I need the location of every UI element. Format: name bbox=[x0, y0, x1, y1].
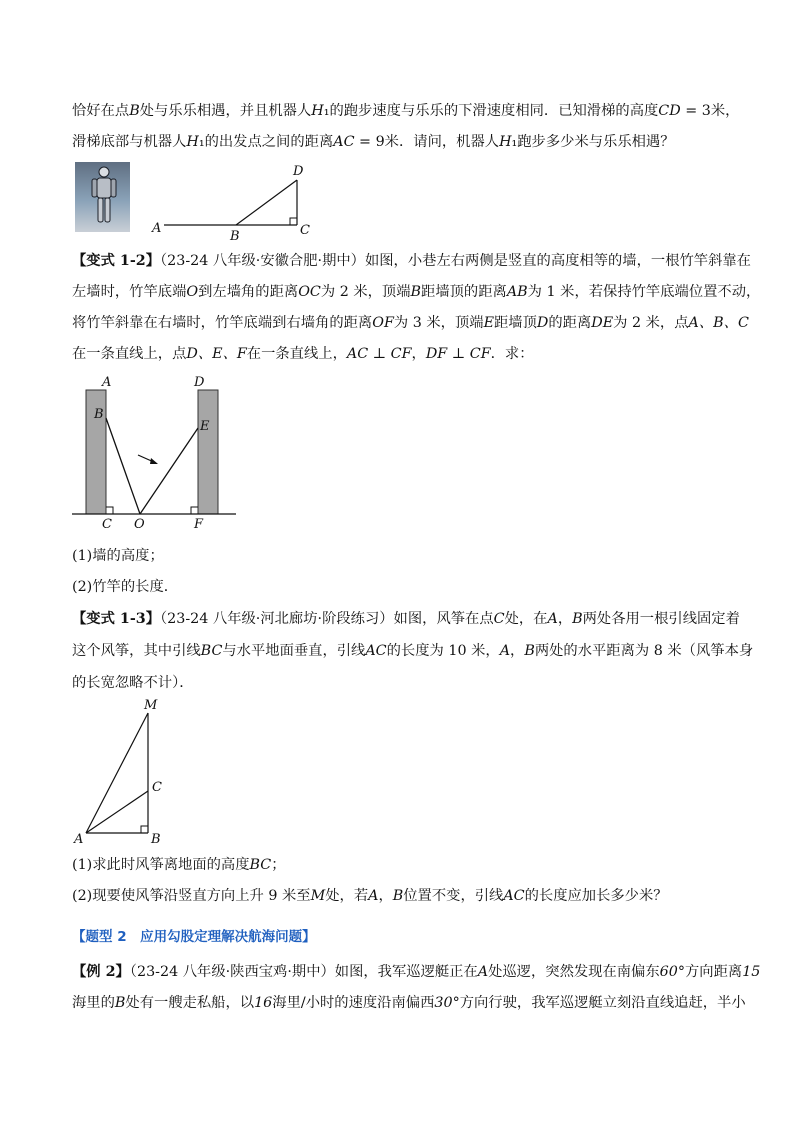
subscript: ₁ bbox=[323, 103, 330, 119]
label-c: C bbox=[102, 517, 112, 532]
var: D bbox=[536, 315, 549, 331]
label-b: B bbox=[94, 407, 104, 422]
var: B bbox=[392, 888, 404, 904]
variant-tag: 【变式 1-3】 bbox=[72, 611, 160, 627]
var: A、B、C bbox=[688, 315, 749, 331]
var-h: H bbox=[311, 103, 324, 119]
right-wall bbox=[198, 390, 218, 514]
pole-right bbox=[140, 428, 198, 514]
label-d: D bbox=[293, 164, 304, 179]
text: ．求： bbox=[490, 346, 534, 362]
label-m: M bbox=[144, 698, 158, 713]
variant-1-2-line-1 bbox=[72, 251, 751, 271]
text: 方向行驶，我军巡逻艇立刻沿直线追赶，半小 bbox=[459, 995, 746, 1011]
text: 距墙顶的距离 bbox=[421, 284, 507, 300]
problem-line-1 bbox=[72, 101, 740, 121]
text: (1)求此时风筝离地面的高度 bbox=[72, 857, 250, 873]
label-d: D bbox=[194, 375, 205, 390]
text: 这个风筝，其中引线 bbox=[72, 643, 201, 659]
right-angle-mark bbox=[141, 826, 148, 833]
var-h: H bbox=[186, 134, 199, 150]
var: A bbox=[499, 643, 511, 659]
text: = 3米， bbox=[680, 103, 740, 119]
text: 的跑步速度与乐乐的下滑速度相同．已知滑梯的高度 bbox=[329, 103, 659, 119]
var-cd: CD bbox=[658, 103, 681, 119]
text: = 9米．请问，机器人 bbox=[354, 134, 500, 150]
label-c: C bbox=[300, 223, 310, 238]
kite-diagram bbox=[68, 697, 188, 847]
text: 的距离 bbox=[548, 315, 592, 331]
var: AB bbox=[506, 284, 528, 300]
text: 跑步多少米与乐乐相遇？ bbox=[517, 134, 675, 150]
var: AC ⊥ CF bbox=[346, 346, 412, 362]
text: 处与乐乐相遇，并且机器人 bbox=[139, 103, 312, 119]
text: 处，在 bbox=[504, 611, 548, 627]
var: OC bbox=[298, 284, 321, 300]
var: B bbox=[410, 284, 422, 300]
var: A bbox=[368, 888, 379, 904]
text: 将竹竿斜靠在右墙时，竹竿底端到右墙角的距离 bbox=[72, 315, 373, 331]
text: 处有一艘走私船，以 bbox=[125, 995, 255, 1011]
var: A bbox=[547, 611, 558, 627]
line-bd bbox=[236, 180, 297, 225]
text: 的长度为 10 米， bbox=[386, 643, 500, 659]
variant-1-2-line-2 bbox=[72, 282, 761, 302]
label-a: A bbox=[152, 221, 162, 236]
text: 为 3 米，顶端 bbox=[393, 315, 484, 331]
var: DF ⊥ CF bbox=[425, 346, 491, 362]
problem-line-2 bbox=[72, 132, 732, 152]
text: 位置不变，引线 bbox=[403, 888, 504, 904]
right-angle-mark bbox=[290, 218, 297, 225]
text: 的长度应加长多少米？ bbox=[524, 888, 668, 904]
text: 到左墙角的距离 bbox=[198, 284, 299, 300]
text: ， bbox=[378, 888, 393, 904]
label-o: O bbox=[134, 517, 145, 532]
text: ， bbox=[557, 611, 573, 627]
text: 处巡逻，突然发现在南偏东 bbox=[488, 964, 660, 980]
pole-left bbox=[106, 418, 140, 514]
text: ； bbox=[271, 857, 286, 873]
var: C bbox=[493, 611, 505, 627]
text: 恰好在点 bbox=[72, 103, 130, 119]
var: AC bbox=[503, 888, 525, 904]
text: 为 2 米，顶端 bbox=[320, 284, 411, 300]
var: D、E、F bbox=[186, 346, 247, 362]
variant-1-2-question-2: (2)竹竿的长度． bbox=[72, 579, 179, 595]
var: B bbox=[524, 643, 535, 659]
text: 两处各用一根引线固定着 bbox=[582, 611, 740, 627]
text: 为 2 米，点 bbox=[613, 315, 689, 331]
variant-1-3-line-1 bbox=[72, 609, 740, 629]
var: 15 bbox=[742, 964, 761, 980]
slide-diagram bbox=[140, 160, 340, 245]
text: 两处的水平距离为 8 米（风筝本身 bbox=[534, 643, 754, 659]
label-f: F bbox=[194, 517, 204, 532]
text: 距墙顶 bbox=[494, 315, 537, 331]
alley-diagram bbox=[72, 370, 252, 530]
var: OF bbox=[372, 315, 394, 331]
var-b: B bbox=[129, 103, 140, 119]
arrow-head-icon bbox=[150, 458, 158, 464]
variant-1-2-line-3 bbox=[72, 313, 749, 333]
example-tag: 【例 2】 bbox=[72, 964, 130, 980]
variant-1-2-line-4 bbox=[72, 344, 732, 364]
var-ac: AC bbox=[333, 134, 355, 150]
example-2-line-1 bbox=[72, 962, 761, 982]
var: A bbox=[477, 964, 489, 980]
label-a: A bbox=[102, 375, 112, 390]
variant-1-3-line-2 bbox=[72, 641, 754, 661]
var: E bbox=[483, 315, 494, 331]
text: （23-24 八年级·河北廊坊·阶段练习）如图，风筝在点 bbox=[160, 611, 494, 627]
subscript: ₁ bbox=[198, 134, 205, 150]
var: B bbox=[572, 611, 583, 627]
var: 16 bbox=[254, 995, 273, 1011]
label-b: B bbox=[151, 832, 161, 847]
text: 的出发点之间的距离 bbox=[204, 134, 334, 150]
text: 滑梯底部与机器人 bbox=[72, 134, 187, 150]
text: 海里的 bbox=[72, 995, 115, 1011]
var: DE bbox=[591, 315, 614, 331]
text: 海里/小时的速度沿南偏西 bbox=[272, 995, 435, 1011]
variant-1-3-question-2 bbox=[72, 886, 732, 906]
variant-1-3-question-1 bbox=[72, 855, 732, 875]
text: (2)现要使风筝沿竖直方向上升 9 米至 bbox=[72, 888, 311, 904]
variant-tag: 【变式 1-2】 bbox=[72, 253, 160, 269]
variant-1-2-question-1: (1)墙的高度； bbox=[72, 548, 164, 564]
var: BC bbox=[200, 643, 223, 659]
text: ， bbox=[510, 643, 525, 659]
right-angle-mark bbox=[191, 507, 198, 514]
label-b: B bbox=[230, 229, 240, 244]
var-h: H bbox=[499, 134, 512, 150]
text: 方向距离 bbox=[685, 964, 743, 980]
var: BC bbox=[249, 857, 272, 873]
label-e: E bbox=[200, 419, 210, 434]
line-ac bbox=[86, 791, 148, 833]
var: B bbox=[114, 995, 126, 1011]
variant-1-3-line-3: 的长宽忽略不计）． bbox=[72, 675, 194, 691]
section-heading: 【题型 2 应用勾股定理解决航海问题】 bbox=[72, 929, 316, 945]
var: AC bbox=[365, 643, 387, 659]
text: 在一条直线上， bbox=[246, 346, 347, 362]
var: 30° bbox=[434, 995, 460, 1011]
var: 60° bbox=[659, 964, 685, 980]
text: ， bbox=[411, 346, 426, 362]
text: 处，若 bbox=[325, 888, 369, 904]
robot-photo bbox=[75, 162, 130, 232]
example-2-line-2 bbox=[72, 993, 746, 1013]
text: （23-24 八年级·安徽合肥·期中）如图，小巷左右两侧是竖直的高度相等的墙，一根竹竿斜靠在 bbox=[160, 253, 751, 269]
var: O bbox=[186, 284, 199, 300]
label-a: A bbox=[74, 832, 84, 847]
text: 为 1 米，若保持竹竿底端位置不动， bbox=[527, 284, 761, 300]
label-c: C bbox=[152, 780, 162, 795]
text: （23-24 八年级·陕西宝鸡·期中）如图，我军巡逻艇正在 bbox=[129, 964, 478, 980]
text: 左墙时，竹竿底端 bbox=[72, 284, 187, 300]
text: 在一条直线上，点 bbox=[72, 346, 187, 362]
text: 与水平地面垂直，引线 bbox=[222, 643, 366, 659]
subscript: ₁ bbox=[511, 134, 518, 150]
var: M bbox=[310, 888, 326, 904]
right-angle-mark bbox=[106, 507, 113, 514]
line-am bbox=[86, 713, 148, 833]
